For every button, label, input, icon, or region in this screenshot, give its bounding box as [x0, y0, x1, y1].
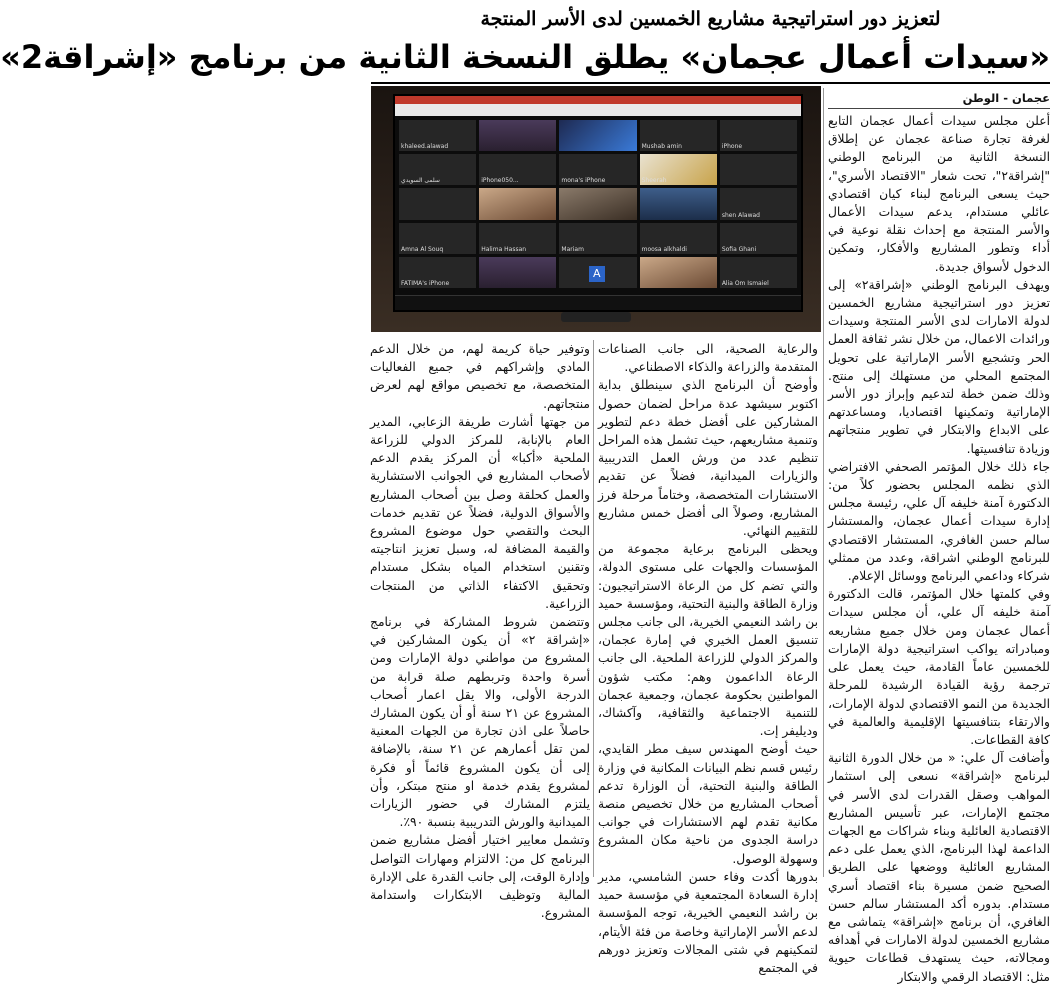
- paragraph: ويحظى البرنامج برعاية مجموعة من المؤسسات والجهات على مستوى الدولة، والتي تضم كل من الرعاة الاستراتيجيون: وزارة الطاقة والبنية التحتية، ومؤسسة حميد بن راشد النعيمي الخيرية، الى جانب مجلس تنسيق العمل الخيري في إمارة عجمان، والمركز الدولي للزراعة الملحية. الى جانب الرعاة الداعمون وهم: مكتب شؤون المواطنين بحكومة عجمان، وجمعية عجمان للتنمية الاجتماعية والثقافية، وآكشاك، وديليفر إت.: [598, 542, 818, 739]
- column-divider: [823, 88, 824, 877]
- participant-tile: [640, 188, 717, 219]
- paragraph: وتتضمن شروط المشاركة في برنامج «إشراقة ٢» أن يكون المشاركين في المشروع من مواطني دولة الإمارات ومن أسرة واحدة وتربطهم صلة قرابة من الدرجة الأولى، والا يقل اعمار أصحاب المشروع عن ٢١ سنة أو أن يكون المشارك حاصلاً على اذن تجارة من الجهات المعنية لمن تقل أعمارهم عن ٢١ سنة، بالإضافة إلى أن يكون المشروع قائماً أو فكرة لمشروع يقدم خدمة او منتج مبتكر، وأن يلتزم المشارك في حضور الزيارات الميدانية والورش التدريبية بنسبة ٩٠٪.: [370, 615, 590, 830]
- participant-tile: Sheerah: [640, 154, 717, 185]
- article-column-3: [370, 340, 590, 921]
- participant-tile: [720, 154, 797, 185]
- participant-tile: iPhone050...: [479, 154, 556, 185]
- participant-tile: iPhone: [720, 120, 797, 151]
- participant-tile: [559, 120, 636, 151]
- participant-tile: FATIMA's iPhone: [399, 257, 476, 288]
- participant-tile: Alia Om Ismaiel: [720, 257, 797, 288]
- os-taskbar: [395, 295, 801, 310]
- paragraph: والرعاية الصحية، الى جانب الصناعات المتقدمة والزراعة والذكاء الاصطناعي.: [598, 342, 818, 375]
- paragraph: أعلن مجلس سيدات أعمال عجمان التابع لغرفة تجارة صناعة عجمان عن إطلاق النسخة الثانية من البرنامج الوطني "إشراقة٢"، تحت شعار "الاقتصاد الأسري"، حيث يسعى البرنامج لبناء كيان اقتصادي عائلي مستدام، يدعم سيدات الأعمال والأسر المنتجة مع إحداث نقلة نوعية في أداء وتطور المشاريع والأفكار، وتمكين الدخول لأسواق جديدة.: [828, 114, 1050, 274]
- participant-tile: khaleed.alawad: [399, 120, 476, 151]
- participant-tile: Sofia Ghani: [720, 223, 797, 254]
- monitor-stand: [561, 312, 631, 322]
- article-headline: «سيدات أعمال عجمان» يطلق النسخة الثانية من برنامج «إشراقة2»: [0, 38, 1050, 76]
- paragraph: وأضافت آل علي: « من خلال الدورة الثانية لبرنامج «إشراقة» نسعى إلى استثمار المواهب وصقل القدرات لدى الأسر في مجتمع الإمارات، عبر تأسيس المشاريع الاقتصادية العائلية وبناء شراكات مع الجهات الداعمة لهذا البرنامج، الذي يعمل على دعم المشاريع العائلية ووضعها على الطريق الصحيح ضمن مسيرة بناء اقتصاد أسري مستدام. بدوره أكد المستشار سالم حسن الغافري، أن برنامج «إشراقة» يتماشى مع مشاريع الخمسين لدولة الامارات في أهدافه ومجالاته، حيث يستهدف قطاعات حيوية مثل: الاقتصاد الرقمي والابتكار: [828, 751, 1050, 984]
- participant-tile: Amna Al Souq: [399, 223, 476, 254]
- participant-tile: [640, 257, 717, 288]
- paragraph: من جهتها أشارت طريفة الزعابي، المدير العام بالإنابة، للمركز الدولي للزراعة الملحية «أكبا» أن المركز يقدم الدعم لأصحاب المشاريع في الجوانب الاستشارية والعمل كحلقة وصل بين أصحاب المشاريع والأسواق الدولية، فضلاً عن تقديم خدمات البحث والتقصي حول موضوع المشروع والقيمة المضافة له، وسبل تعزيز انتاجيته وتقنين استخدام المياه بشكل مستدام وتحقيق الاكتفاء الذاتي من المنتجات الزراعية.: [370, 414, 590, 611]
- paragraph: ويهدف البرنامج الوطني «إشراقة٢» إلى تعزيز دور استراتيجية مشاريع الخمسين لدولة الامارات لدى الأسر المنتجة وسيدات ورائدات الاعمال، من خلال نشر ثقافة العمل الحر وتشجيع الأسر الإماراتية على تحويل المجتمع المحلي من مستهلك إلى منتج. وذلك ضمن خطة لتدعيم وإبراز دور الأسر الإماراتية وتمكينها اقتصاديا، ومساعدتهم على الابداع والابتكار في تطوير منتجاتهم وزيادة تنافسيتها.: [828, 277, 1050, 456]
- participant-tile: shen Alawad: [720, 188, 797, 219]
- article-photo: [371, 86, 821, 332]
- participant-tile: Mushab amin: [640, 120, 717, 151]
- column-divider: [593, 340, 594, 877]
- participant-tile: [479, 120, 556, 151]
- participant-tile: mona's iPhone: [559, 154, 636, 185]
- video-grid: [399, 120, 797, 288]
- paragraph: وتشمل معايير اختيار أفضل مشاريع ضمن البرنامج كل من: الالتزام ومهارات التواصل وإدارة الوقت، إلى جانب القدرة على الإدارة المالية وتوظيف الابتكارات واستدامة المشروع.: [370, 833, 590, 921]
- participant-tile: [559, 188, 636, 219]
- article-column-1: [828, 112, 1050, 984]
- paragraph: بدورها أكدت وفاء حسن الشامسي، مدير إدارة السعادة المجتمعية في مؤسسة حميد بن راشد النعيمي الخيرية، توجه المؤسسة لدعم الأسر الإماراتية وخاصة من فئة الأيتام، لتمكينهم في شتى المجالات وتعزيز دورهم في المجتمع: [598, 869, 818, 975]
- participant-tile: A: [559, 257, 636, 288]
- monitor-screen: [393, 94, 803, 312]
- paragraph: وتوفير حياة كريمة لهم، من خلال الدعم المادي وإشراكهم في جميع الفعاليات المتخصصة، مع تخصيص مواقع لهم لعرض منتجاتهم.: [370, 342, 590, 411]
- article-column-2: [598, 340, 818, 975]
- participant-tile: [479, 188, 556, 219]
- participant-tile: [479, 257, 556, 288]
- top-rule: [371, 82, 1050, 84]
- app-titlebar: [395, 96, 801, 104]
- participant-tile: سلمى السويدي: [399, 154, 476, 185]
- participant-tile: Mariam: [559, 223, 636, 254]
- app-ribbon: [395, 104, 801, 116]
- paragraph: وفي كلمتها خلال المؤتمر، قالت الدكتورة آمنة خليفه آل علي، أن مجلس سيدات أعمال عجمان ومن خلال جميع مشاريعه ومبادراته يواكب استراتيجية دولة الإمارات للخمسين عاماً القادمة، حيث يعمل على ترجمة رؤية القيادة الرشيدة للمرحلة الجديدة من النمو الاقتصادي لدولة الإمارات، والارتقاء بتنافسيتها الإقليمية والعالمية في كافة القطاعات.: [828, 587, 1050, 747]
- participant-tile: moosa alkhaldi: [640, 223, 717, 254]
- article-byline: عجمان - الوطن: [828, 88, 1050, 109]
- paragraph: وأوضح أن البرنامج الذي سينطلق بداية اكتوبر سيشهد عدة مراحل لضمان حصول المشاركين على أفضل خطة دعم لتطوير وتنمية مشاريعهم، حيث تشمل هذه المراحل تنظيم عدد من ورش العمل التدريبية والزيارات الميدانية، فضلاً عن تقديم الاستشارات المتخصصة، وختاماً مرحلة فرز المشاريع، وصولاً الى أفضل خمس مشاريع للتقييم النهائي.: [598, 378, 818, 539]
- article-kicker: لتعزيز دور استراتيجية مشاريع الخمسين لدى الأسر المنتجة: [480, 8, 941, 30]
- paragraph: حيث أوضح المهندس سيف مطر القايدي، رئيس قسم نظم البيانات المكانية في وزارة الطاقة والبنية التحتية، أن الوزارة تدعم أصحاب المشاريع من خلال تخصيص منصة مكانية تقدم لهم الاستشارات في جوانب دراسة الجدوى من ناحية مكان المشروع وسهولة الوصول.: [598, 742, 818, 866]
- participant-tile: Halima Hassan: [479, 223, 556, 254]
- paragraph: جاء ذلك خلال المؤتمر الصحفي الافتراضي الذي نظمه المجلس بحضور كلاً من: الدكتورة آمنة خليفه آل علي، رئيسة مجلس إدارة سيدات أعمال عجمان، والمستشار سالم حسن الغافري، المستشار الاقتصادي للبرنامج الوطني اشراقة، وعدد من ممثلي شركاء وداعمي البرنامج ووسائل الإعلام.: [828, 459, 1050, 584]
- participant-tile: [399, 188, 476, 219]
